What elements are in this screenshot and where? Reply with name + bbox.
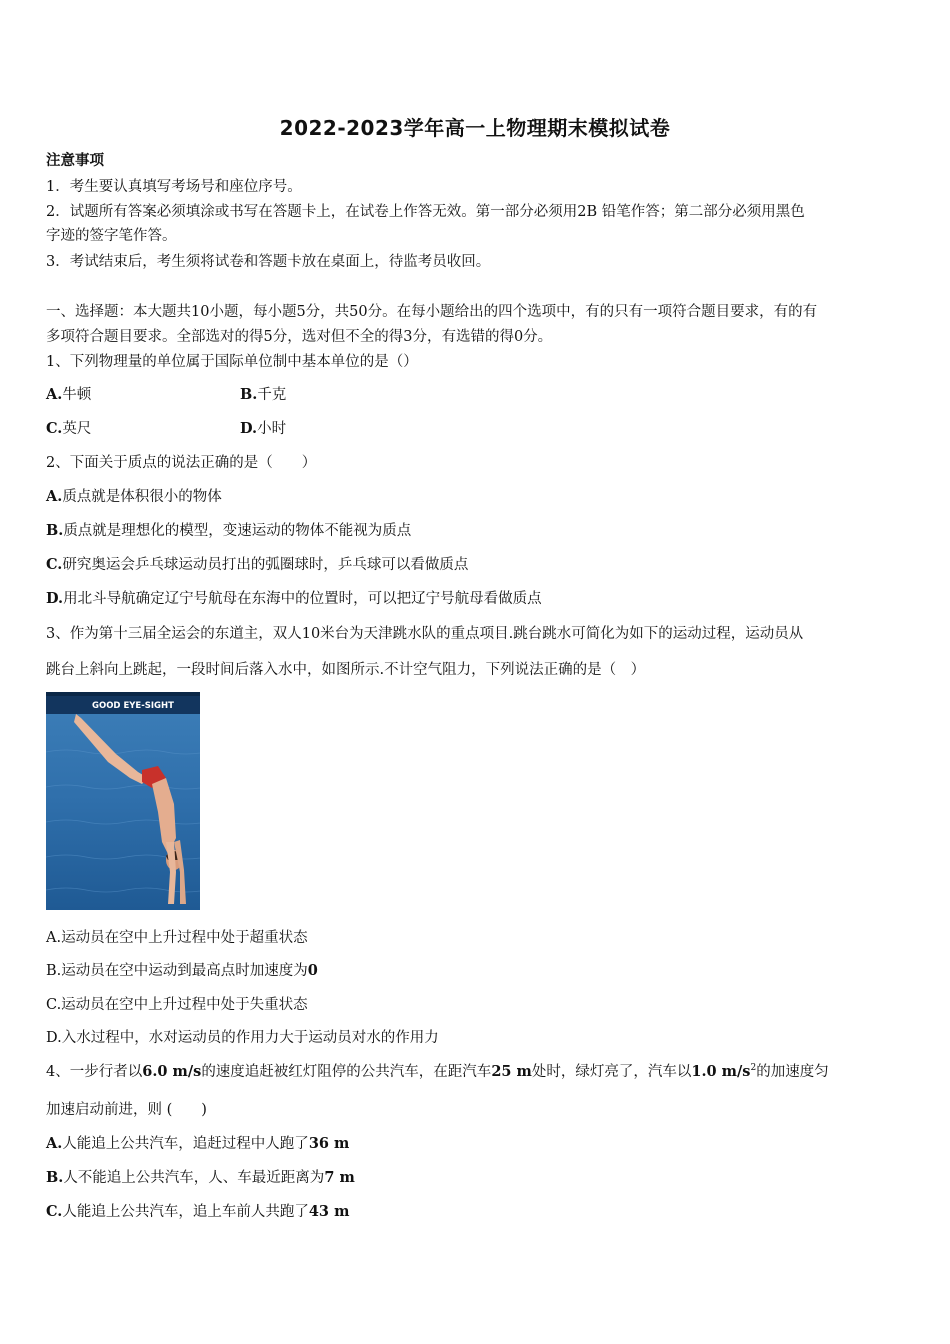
q2-option-c-text: 研究奥运会乒乓球运动员打出的弧圈球时，乒乓球可以看做质点 bbox=[62, 557, 469, 573]
q2-option-a-text: 质点就是体积很小的物体 bbox=[62, 489, 222, 505]
q4-option-c-value: 43 m bbox=[308, 1203, 350, 1220]
q2-option-a-letter: A. bbox=[46, 488, 63, 505]
q3-option-c: C.运动员在空中上升过程中处于失重状态 bbox=[46, 997, 308, 1013]
q1-option-a-text: 牛顿 bbox=[62, 387, 92, 403]
q1-stem: 1、下列物理量的单位属于国际单位制中基本单位的是（） bbox=[46, 354, 418, 370]
diver-photo-svg bbox=[46, 692, 200, 910]
notice-item-2-cont: 字迹的签字笔作答。 bbox=[46, 228, 177, 244]
q2-option-d bbox=[46, 589, 542, 609]
q2-option-b bbox=[46, 521, 411, 541]
q2-stem: 2、下面关于质点的说法正确的是（ ） bbox=[46, 455, 317, 471]
q1-option-b-text: 千克 bbox=[257, 387, 287, 403]
q1-option-d-text: 小时 bbox=[257, 421, 287, 437]
q4-option-a-text: 人能追上公共汽车，追赶过程中人跑了 bbox=[62, 1136, 309, 1152]
q1-option-c bbox=[46, 419, 91, 439]
q4-option-a-value: 36 m bbox=[308, 1135, 350, 1152]
q1-option-d bbox=[240, 419, 286, 439]
q4-speed: 6.0 m/s bbox=[142, 1063, 202, 1080]
q4-option-b-text: 人不能追上公共汽车，人、车最近距离为 bbox=[63, 1170, 325, 1186]
pool-background bbox=[46, 692, 200, 910]
q3-option-b-text: B.运动员在空中运动到最高点时加速度为 bbox=[46, 963, 308, 979]
section-intro-line2: 多项符合题目要求。全部选对的得5分，选对但不全的得3分，有选错的得0分。 bbox=[46, 329, 553, 345]
q1-option-c-letter: C. bbox=[46, 420, 63, 437]
q4-stem-part-b: 的速度追赶被红灯阻停的公共汽车，在距汽车 bbox=[201, 1064, 492, 1080]
q1-option-d-letter: D. bbox=[240, 420, 258, 437]
q4-option-a bbox=[46, 1134, 349, 1154]
q2-option-b-letter: B. bbox=[46, 522, 64, 539]
section-intro-line1: 一、选择题：本大题共10小题，每小题5分，共50分。在每小题给出的四个选项中，有的只有一项符合题目要求，有的有 bbox=[46, 304, 818, 320]
q1-option-a bbox=[46, 385, 91, 405]
q4-option-a-letter: A. bbox=[46, 1135, 63, 1152]
q4-option-c-letter: C. bbox=[46, 1203, 63, 1220]
q4-option-b bbox=[46, 1168, 355, 1188]
q4-stem-line2: 加速启动前进，则 ( ) bbox=[46, 1102, 207, 1118]
q4-stem-part-a: 4、一步行者以 bbox=[46, 1064, 143, 1080]
q1-option-c-text: 英尺 bbox=[62, 421, 92, 437]
q2-option-c bbox=[46, 555, 468, 575]
page-title: 2022-2023学年高一上物理期末模拟试卷 bbox=[279, 116, 671, 140]
q3-option-b bbox=[46, 961, 318, 981]
q3-stem-line2: 跳台上斜向上跳起，一段时间后落入水中，如图所示.不计空气阻力，下列说法正确的是（ ） bbox=[46, 662, 646, 678]
q4-distance: 25 m bbox=[491, 1063, 532, 1080]
q3-stem-line1: 3、作为第十三届全运会的东道主，双人10米台为天津跳水队的重点项目.跳台跳水可简化为如下的运动过程，运动员从 bbox=[46, 626, 804, 642]
q4-acceleration-exponent: 2 bbox=[750, 1063, 757, 1074]
q4-acceleration: 1.0 m/s bbox=[691, 1063, 751, 1080]
notice-item-2: 2．试题所有答案必须填涂或书写在答题卡上，在试卷上作答无效。第一部分必须用2B 铅笔作答；第二部分必须用黑色 bbox=[46, 204, 805, 220]
q4-option-c-text: 人能追上公共汽车，追上车前人共跑了 bbox=[62, 1204, 309, 1220]
q4-option-b-letter: B. bbox=[46, 1169, 64, 1186]
q4-option-c bbox=[46, 1202, 349, 1222]
notice-heading: 注意事项 bbox=[46, 152, 104, 169]
q2-option-c-letter: C. bbox=[46, 556, 63, 573]
q4-stem-part-c: 处时，绿灯亮了，汽车以 bbox=[531, 1064, 692, 1080]
diver-photo bbox=[46, 692, 200, 910]
q1-option-b bbox=[240, 385, 286, 405]
notice-item-3: 3．考试结束后，考生须将试卷和答题卡放在桌面上，待监考员收回。 bbox=[46, 254, 491, 270]
q1-option-a-letter: A. bbox=[46, 386, 63, 403]
q4-stem-line1 bbox=[46, 1062, 829, 1082]
q2-option-d-letter: D. bbox=[46, 590, 64, 607]
q3-option-d: D.入水过程中，水对运动员的作用力大于运动员对水的作用力 bbox=[46, 1030, 439, 1046]
q3-option-a: A.运动员在空中上升过程中处于超重状态 bbox=[46, 930, 308, 946]
q4-stem-part-d: 的加速度匀 bbox=[756, 1064, 829, 1080]
banner-text: GOOD EYE-SIGHT bbox=[92, 701, 174, 711]
q4-option-b-value: 7 m bbox=[324, 1169, 355, 1186]
q1-option-b-letter: B. bbox=[240, 386, 258, 403]
q2-option-d-text: 用北斗导航确定辽宁号航母在东海中的位置时，可以把辽宁号航母看做质点 bbox=[63, 591, 542, 607]
q2-option-b-text: 质点就是理想化的模型，变速运动的物体不能视为质点 bbox=[63, 523, 412, 539]
q3-option-b-value: 0 bbox=[307, 962, 318, 979]
notice-item-1: 1．考生要认真填写考场号和座位序号。 bbox=[46, 179, 302, 195]
q2-option-a bbox=[46, 487, 222, 507]
